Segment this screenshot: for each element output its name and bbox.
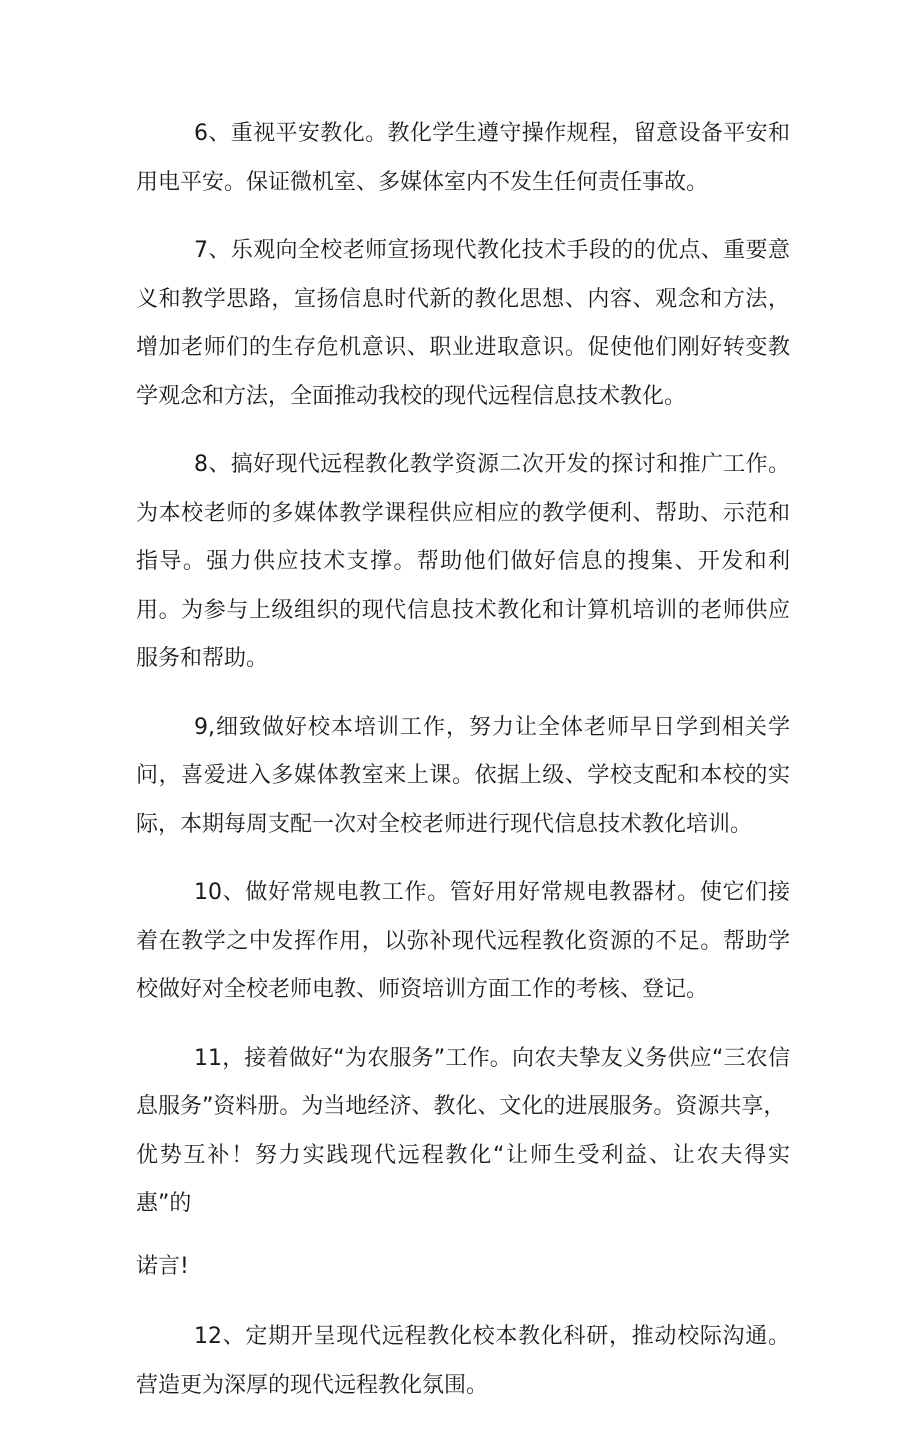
paragraph-11-line-3: 诺言! <box>136 1253 189 1279</box>
paragraph-6: 6、重视平安教化。教化学生遵守操作规程，留意设备平安和用电平安。保证微机室、多媒体室内不发生任何责任事故。 <box>136 121 790 195</box>
paragraph-9: 9,细致做好校本培训工作，努力让全体老师早日学到相关学问，喜爱进入多媒体教室来上课。依据上级、学校支配和本校的实际，本期每周支配一次对全校老师进行现代信息技术教化培训。 <box>136 714 790 837</box>
paragraph-11 <box>136 1035 790 1292</box>
document-body <box>136 110 790 1430</box>
paragraph-8: 8、搞好现代远程教化教学资源二次开发的探讨和推广工作。为本校老师的多媒体教学课程供应相应的教学便利、帮助、示范和指导。强力供应技术支撑。帮助他们做好信息的搜集、开发和利用。为参与上级组织的现代信息技术教化和计算机培训的老师供应服务和帮助。 <box>136 452 790 671</box>
paragraph-12: 12、定期开呈现代远程教化校本教化科研，推动校际沟通。营造更为深厚的现代远程教化氛围。 <box>136 1324 790 1398</box>
paragraph-10: 10、做好常规电教工作。管好用好常规电教器材。使它们接着在教学之中发挥作用，以弥补现代远程教化资源的不足。帮助学校做好对全校老师电教、师资培训方面工作的考核、登记。 <box>136 880 790 1002</box>
paragraph-11-line-1: 11，接着做好“为农服务”工作。向农夫挚友义务供应“三农信息服务”资料册。为当地经济、教化、文化的进展服务。资源共享， <box>136 1045 790 1119</box>
paragraph-11-line-2: 优势互补！努力实践现代远程教化“让师生受利益、让农夫得实惠”的 <box>136 1142 790 1216</box>
paragraph-7: 7、乐观向全校老师宣扬现代教化技术手段的的优点、重要意义和教学思路，宣扬信息时代新的教化思想、内容、观念和方法，增加老师们的生存危机意识、职业进取意识。促使他们刚好转变教学观念和方法，全面推动我校的现代远程信息技术教化。 <box>136 238 790 409</box>
